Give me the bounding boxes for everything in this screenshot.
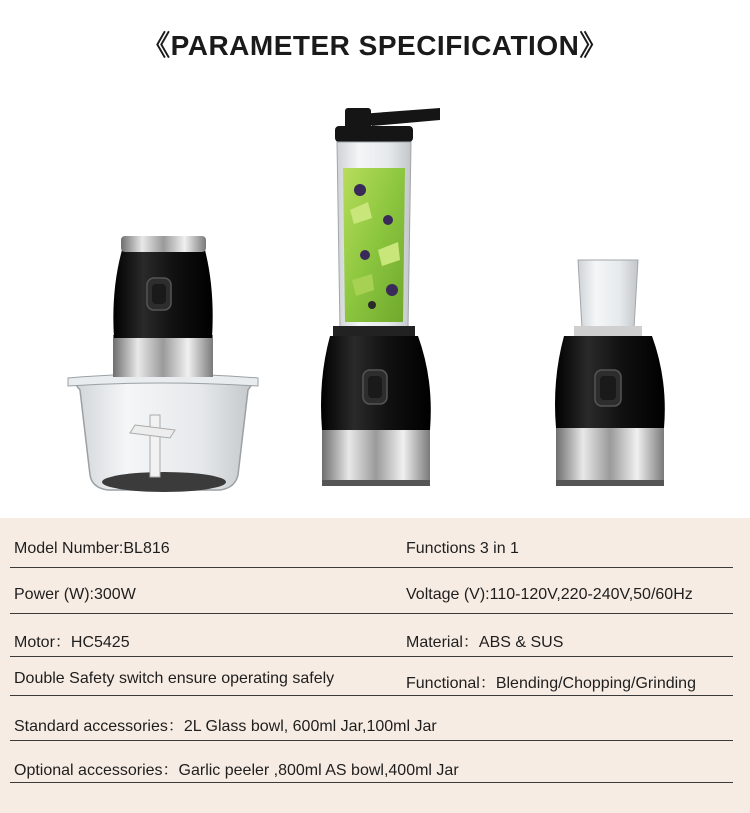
blender-appliance bbox=[321, 108, 440, 486]
material: Material：ABS & SUS bbox=[406, 634, 564, 651]
spec-row bbox=[10, 629, 733, 657]
optional-accessories: Optional accessories：Garlic peeler ,800ml AS bowl,400ml Jar bbox=[14, 762, 459, 779]
voltage: Voltage (V):110-120V,220-240V,50/60Hz bbox=[406, 586, 693, 603]
model-number: Model Number:BL816 bbox=[14, 540, 170, 557]
product-images bbox=[0, 90, 750, 510]
spec-row bbox=[10, 757, 733, 783]
spec-row bbox=[10, 713, 733, 741]
spec-row bbox=[10, 586, 733, 614]
chopper-appliance bbox=[68, 236, 258, 492]
power: Power (W):300W bbox=[14, 586, 136, 603]
functional: Functional：Blending/Chopping/Grinding bbox=[406, 675, 696, 692]
spec-row bbox=[10, 540, 733, 568]
standard-accessories: Standard accessories：2L Glass bowl, 600ml Jar,100ml Jar bbox=[14, 718, 437, 735]
grinder-appliance bbox=[555, 260, 665, 486]
spec-table bbox=[0, 518, 750, 813]
page-title: 《PARAMETER SPECIFICATION》 bbox=[142, 30, 608, 61]
motor: Motor：HC5425 bbox=[14, 634, 130, 651]
spec-row bbox=[10, 670, 733, 696]
safety-switch: Double Safety switch ensure operating safely bbox=[14, 670, 335, 687]
functions: Functions 3 in 1 bbox=[406, 540, 519, 557]
